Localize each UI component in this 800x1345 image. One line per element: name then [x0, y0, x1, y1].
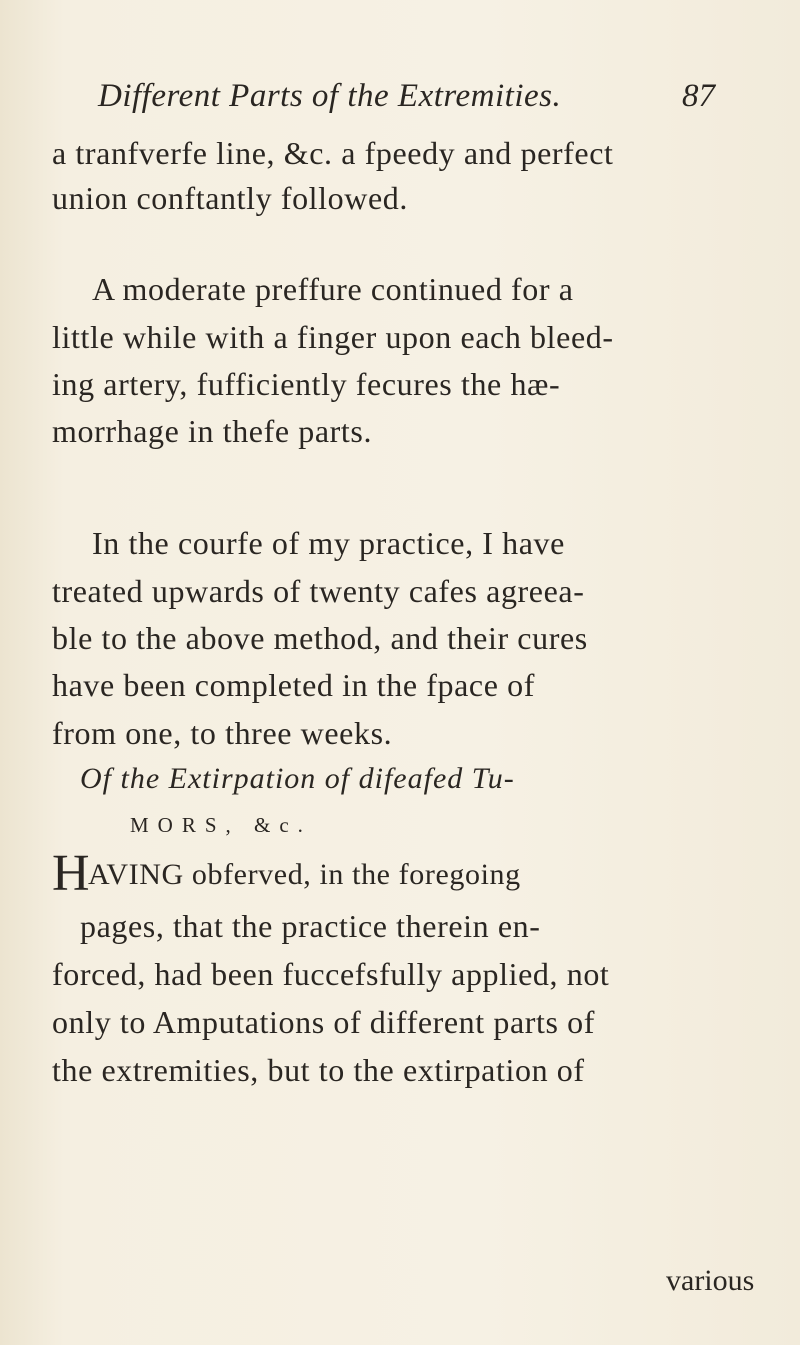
- section-heading-line-2: MORS, &c.: [130, 813, 312, 837]
- text-line: forced, had been fuccefsfully applied, not: [52, 956, 610, 992]
- text-line: from one, to three weeks.: [52, 715, 393, 751]
- text-line: morrhage in thefe parts.: [52, 413, 373, 449]
- page-header: [98, 78, 738, 128]
- text-line: treated upwards of twenty cafes agreea-: [52, 573, 585, 609]
- running-head: Different Parts of the Extremities.: [98, 78, 562, 114]
- page-number: 87: [682, 78, 715, 114]
- drop-cap: H: [52, 845, 90, 902]
- text-line: A moderate preffure continued for a: [92, 271, 574, 307]
- text-line: union conftantly followed.: [52, 180, 408, 216]
- text-line: little while with a finger upon each bleed-: [52, 319, 614, 355]
- catchword: various: [666, 1264, 755, 1297]
- text-line: ing artery, fufficiently fecures the hæ-: [52, 366, 561, 402]
- text-line: pages, that the practice therein en-: [80, 908, 541, 944]
- text-line: AVING obferved, in the foregoing: [88, 858, 521, 891]
- section-heading-line-1: Of the Extirpation of difeafed Tu-: [80, 762, 515, 795]
- text-line: only to Amputations of different parts of: [52, 1004, 596, 1040]
- text-line: a tranfverfe line, &c. a fpeedy and perfect: [52, 135, 614, 171]
- text-line: have been completed in the fpace of: [52, 667, 535, 703]
- text-line: ble to the above method, and their cures: [52, 620, 588, 656]
- text-line: the extremities, but to the extirpation of: [52, 1052, 585, 1088]
- text-line: In the courfe of my practice, I have: [92, 525, 565, 561]
